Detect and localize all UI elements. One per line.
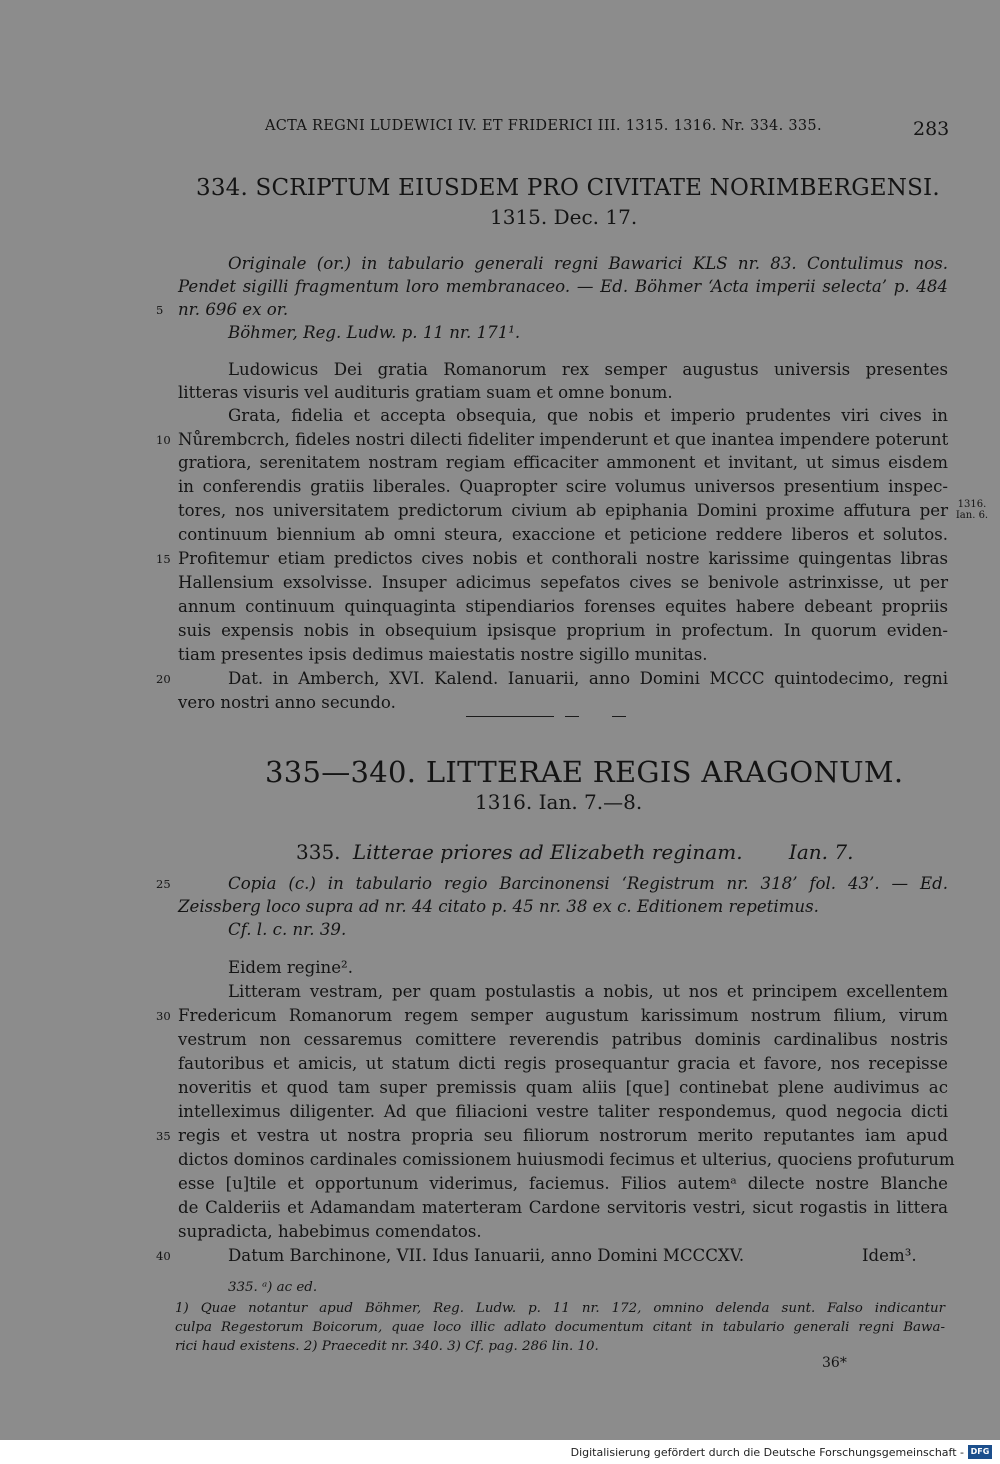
doc334-title: 334. SCRIPTUM EIUSDEM PRO CIVITATE NORIMBERGENSI. xyxy=(196,175,940,201)
page-number: 283 xyxy=(913,118,950,140)
doc334-text-line: continuum biennium ab omni steura, exaccione et peticione reddere liberos et solutos. xyxy=(178,525,948,544)
end-rule xyxy=(565,716,579,717)
doc335-text-line: dictos dominos cardinales comissionem huiusmodi fecimus et ulterius, quociens profuturum xyxy=(178,1150,955,1169)
line-number: 15 xyxy=(156,552,171,566)
doc334-text-line: Nůrembcrch, fideles nostri dilecti fideliter impenderunt et que inantea impendere poterunt xyxy=(178,430,949,449)
signature-mark: 36* xyxy=(822,1355,847,1371)
footnote-line: culpa Regestorum Boicorum, quae loco illic adlato documentum citant in tabulario generali regni Bawa- xyxy=(175,1320,945,1335)
doc334-source-line: Pendet sigilli fragmentum loro membranaceo. — Ed. Böhmer ‘Acta imperii selecta’ p. 484 xyxy=(178,277,948,296)
line-number: 40 xyxy=(156,1249,171,1263)
doc335-text-line: esse [u]tile et opportunum viderimus, faciemus. Filios autemᵃ dilecte nostre Blanche xyxy=(178,1174,948,1193)
end-rule xyxy=(466,716,554,717)
doc334-source-line: nr. 696 ex or. xyxy=(178,300,289,319)
doc334-text-line: gratiora, serenitatem nostram regiam efficaciter ammonent et invitant, ut simus eisdem xyxy=(178,453,948,472)
doc334-source-line: Böhmer, Reg. Ludw. p. 11 nr. 171¹. xyxy=(228,323,521,342)
margin-note-year: 1316. xyxy=(957,499,987,510)
doc334-text-line: Profitemur etiam predictos cives nobis et conthorali nostre karissime quingentas libras xyxy=(178,549,948,568)
doc335-text-line: supradicta, habebimus comendatos. xyxy=(178,1222,482,1241)
doc335-text-line: de Calderiis et Adamandam materteram Cardone servitoris vestri, sicut rogastis in littera xyxy=(178,1198,948,1217)
doc335-subtitle-text: Litterae priores ad Elizabeth reginam. xyxy=(352,840,743,864)
doc334-text-line: tores, nos universitatem predictorum civium ab epiphania Domini proxime affutura per xyxy=(178,501,948,520)
doc334-text-line: Ludowicus Dei gratia Romanorum rex semper augustus universis presentes xyxy=(228,360,948,379)
doc334-text-line: Hallensium exsolvisse. Insuper adicimus sepefatos cives se benivole astrinxisse, ut per xyxy=(178,573,948,592)
doc335-subtitle xyxy=(296,840,853,864)
doc334-text-line: litteras visuris vel audituris gratiam suam et omne bonum. xyxy=(178,383,673,402)
doc334-text-line: Dat. in Amberch, XVI. Kalend. Ianuarii, anno Domini MCCC quintodecimo, regni xyxy=(228,669,948,688)
doc334-text-line: tiam presentes ipsis dedimus maiestatis nostre sigillo munitas. xyxy=(178,645,708,664)
doc335-dating-line: Datum Barchinone, VII. Idus Ianuarii, anno Domini MCCCXV. xyxy=(228,1246,745,1265)
doc335-text-line: Fredericum Romanorum regem semper augustum karissimum nostrum filium, virum xyxy=(178,1006,948,1025)
footer-bar xyxy=(0,1440,1000,1464)
doc334-date: 1315. Dec. 17. xyxy=(490,205,638,229)
line-number: 25 xyxy=(156,877,171,891)
running-head: ACTA REGNI LUDEWICI IV. ET FRIDERICI III. 1315. 1316. Nr. 334. 335. xyxy=(265,118,822,134)
doc335-text-line: intelleximus diligenter. Ad que filiacioni vestre taliter respondemus, quod negocia dicti xyxy=(178,1102,948,1121)
doc335-text-line: noveritis et quod tam super premissis quam aliis [que] continebat plene audivimus ac xyxy=(178,1078,948,1097)
doc335-subtitle-number: 335. xyxy=(296,840,341,864)
doc335-group-title: 335—340. LITTERAE REGIS ARAGONUM. xyxy=(265,755,904,789)
end-rule xyxy=(612,716,626,717)
doc334-text-line: suis expensis nobis in obsequium ipsisque proprium in profectum. In quorum eviden- xyxy=(178,621,948,640)
dfg-logo-icon: DFG xyxy=(968,1445,992,1459)
doc334-text-line: in conferendis gratiis liberales. Quapropter scire volumus universos presentium inspec- xyxy=(178,477,948,496)
doc334-source-line: Originale (or.) in tabulario generali regni Bawarici KLS nr. 83. Contulimus nos. xyxy=(228,254,948,273)
footnote-line: 1) Quae notantur apud Böhmer, Reg. Ludw. p. 11 nr. 172, omnino delenda sunt. Falso indicantur xyxy=(175,1301,945,1316)
doc335-text-line: regis et vestra ut nostra propria seu filiorum nostrorum merito reputantes iam apud xyxy=(178,1126,948,1145)
doc334-text-line: vero nostri anno secundo. xyxy=(178,693,396,712)
line-number: 10 xyxy=(156,433,171,447)
doc335-group-date: 1316. Ian. 7.—8. xyxy=(475,790,643,814)
footer-credit: Digitalisierung gefördert durch die Deutsche Forschungsgemeinschaft - xyxy=(570,1446,964,1459)
doc335-text-line: Litteram vestram, per quam postulastis a nobis, ut nos et principem excellentem xyxy=(228,982,948,1001)
doc335-text-line: vestrum non cessaremus comittere reverendis patribus dominis cardinalibus nostris xyxy=(178,1030,948,1049)
doc334-text-line: Grata, fidelia et accepta obsequia, que nobis et imperio prudentes viri cives in xyxy=(228,406,948,425)
line-number: 35 xyxy=(156,1129,171,1143)
doc335-text-line: fautoribus et amicis, ut statum dicti regis prosequantur gracia et favore, nos recepisse xyxy=(178,1054,948,1073)
line-number: 20 xyxy=(156,672,171,686)
doc335-source-line: Copia (c.) in tabulario regio Barcinonensi ‘Registrum nr. 318’ fol. 43’. — Ed. xyxy=(228,874,948,893)
doc335-subtitle-date: Ian. 7. xyxy=(788,840,854,864)
margin-note-date: Ian. 6. xyxy=(955,510,989,521)
doc335-idem: Idem³. xyxy=(862,1246,917,1265)
doc334-text-line: annum continuum quinquaginta stipendiarios forenses equites habere debeant propriis xyxy=(178,597,948,616)
line-number: 5 xyxy=(156,303,164,317)
doc335-source-line: Zeissberg loco supra ad nr. 44 citato p. 45 nr. 38 ex c. Editionem repetimus. xyxy=(178,897,819,916)
critical-apparatus: 335. ᵃ) ac ed. xyxy=(228,1280,318,1295)
doc335-text-line: Eidem regine². xyxy=(228,958,353,977)
doc335-source-line: Cf. l. c. nr. 39. xyxy=(228,920,347,939)
line-number: 30 xyxy=(156,1009,171,1023)
footnote-line: rici haud existens. 2) Praecedit nr. 340. 3) Cf. pag. 286 lin. 10. xyxy=(175,1339,599,1354)
